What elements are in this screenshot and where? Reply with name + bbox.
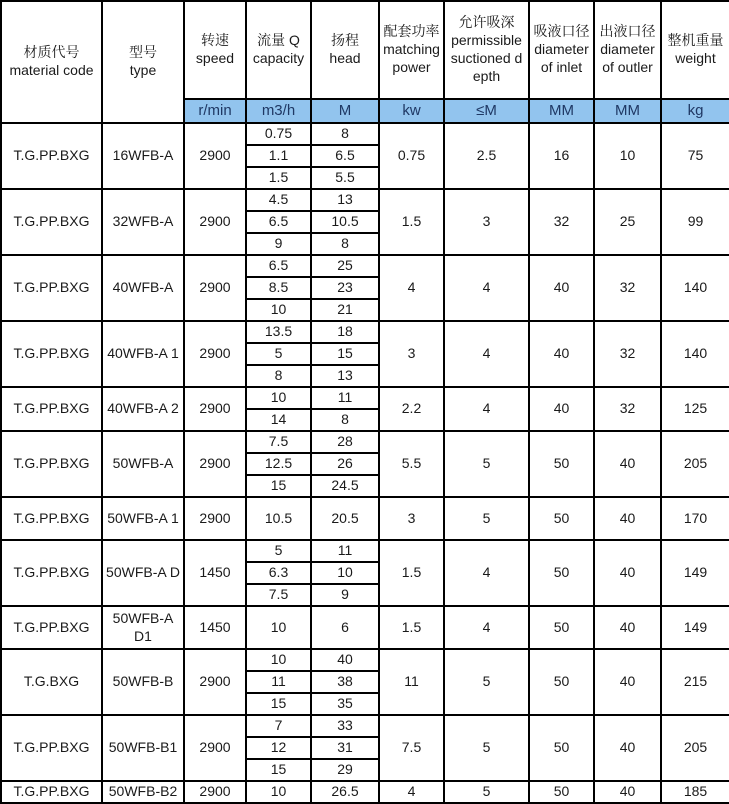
weight-cell: 125 bbox=[661, 387, 729, 431]
speed-cell: 1450 bbox=[184, 606, 246, 649]
capacity-cell: 5 bbox=[246, 343, 311, 365]
head-cell: 10 bbox=[311, 562, 379, 584]
head-cell: 13 bbox=[311, 365, 379, 387]
col-header-inlet-diameter-zh: 吸液口径 bbox=[533, 23, 590, 40]
type-cell: 50WFB-A D1 bbox=[102, 606, 184, 649]
col-header-suction-depth bbox=[444, 1, 529, 99]
col-header-speed-zh: 转速 bbox=[201, 32, 229, 49]
unit-cell-head: M bbox=[311, 99, 379, 123]
material-cell: T.G.PP.BXG bbox=[1, 321, 102, 387]
head-cell: 15 bbox=[311, 343, 379, 365]
unit-cell-matching-power: kw bbox=[379, 99, 444, 123]
head-cell: 35 bbox=[311, 693, 379, 715]
capacity-cell: 8.5 bbox=[246, 277, 311, 299]
depth-cell: 3 bbox=[444, 189, 529, 255]
inlet-cell: 50 bbox=[529, 431, 594, 497]
power-cell: 4 bbox=[379, 255, 444, 321]
col-header-type-zh: 型号 bbox=[129, 44, 157, 61]
outlet-cell: 10 bbox=[594, 123, 661, 189]
table-row bbox=[1, 387, 729, 409]
table-row bbox=[1, 715, 729, 737]
depth-cell: 4 bbox=[444, 255, 529, 321]
unit-cell-outlet-diameter: MM bbox=[594, 99, 661, 123]
type-cell: 40WFB-A 1 bbox=[102, 321, 184, 387]
capacity-cell: 8 bbox=[246, 365, 311, 387]
depth-cell: 4 bbox=[444, 387, 529, 431]
outlet-cell: 32 bbox=[594, 321, 661, 387]
speed-cell: 2900 bbox=[184, 321, 246, 387]
weight-cell: 149 bbox=[661, 606, 729, 649]
type-cell: 50WFB-A 1 bbox=[102, 497, 184, 540]
head-cell: 20.5 bbox=[311, 497, 379, 540]
col-header-matching-power bbox=[379, 1, 444, 99]
depth-cell: 4 bbox=[444, 321, 529, 387]
outlet-cell: 40 bbox=[594, 540, 661, 606]
capacity-cell: 7.5 bbox=[246, 431, 311, 453]
table-row bbox=[1, 123, 729, 145]
capacity-cell: 9 bbox=[246, 233, 311, 255]
weight-cell: 99 bbox=[661, 189, 729, 255]
depth-cell: 5 bbox=[444, 497, 529, 540]
outlet-cell: 40 bbox=[594, 781, 661, 803]
capacity-cell: 10 bbox=[246, 781, 311, 803]
head-cell: 5.5 bbox=[311, 167, 379, 189]
table-row bbox=[1, 649, 729, 671]
weight-cell: 205 bbox=[661, 715, 729, 781]
capacity-cell: 15 bbox=[246, 693, 311, 715]
weight-cell: 140 bbox=[661, 255, 729, 321]
depth-cell: 5 bbox=[444, 715, 529, 781]
header-row bbox=[1, 1, 729, 99]
material-cell: T.G.PP.BXG bbox=[1, 255, 102, 321]
inlet-cell: 40 bbox=[529, 321, 594, 387]
outlet-cell: 40 bbox=[594, 606, 661, 649]
head-cell: 8 bbox=[311, 409, 379, 431]
weight-cell: 140 bbox=[661, 321, 729, 387]
type-cell: 50WFB-B bbox=[102, 649, 184, 715]
material-cell: T.G.BXG bbox=[1, 649, 102, 715]
speed-cell: 2900 bbox=[184, 781, 246, 803]
head-cell: 18 bbox=[311, 321, 379, 343]
capacity-cell: 15 bbox=[246, 475, 311, 497]
col-header-head-en: head bbox=[329, 50, 361, 66]
head-cell: 8 bbox=[311, 233, 379, 255]
outlet-cell: 40 bbox=[594, 715, 661, 781]
capacity-cell: 10.5 bbox=[246, 497, 311, 540]
table-row bbox=[1, 606, 729, 649]
material-cell: T.G.PP.BXG bbox=[1, 189, 102, 255]
table-row bbox=[1, 781, 729, 803]
capacity-cell: 10 bbox=[246, 387, 311, 409]
depth-cell: 5 bbox=[444, 781, 529, 803]
speed-cell: 1450 bbox=[184, 540, 246, 606]
head-cell: 13 bbox=[311, 189, 379, 211]
col-header-weight bbox=[661, 1, 729, 99]
type-cell: 40WFB-A bbox=[102, 255, 184, 321]
material-cell: T.G.PP.BXG bbox=[1, 497, 102, 540]
table-row bbox=[1, 540, 729, 562]
unit-cell-suction-depth: ≤M bbox=[444, 99, 529, 123]
head-cell: 6.5 bbox=[311, 145, 379, 167]
material-cell: T.G.PP.BXG bbox=[1, 781, 102, 803]
weight-cell: 75 bbox=[661, 123, 729, 189]
inlet-cell: 50 bbox=[529, 649, 594, 715]
col-header-weight-zh: 整机重量 bbox=[667, 32, 724, 49]
col-header-outlet-diameter-en: diameter of outler bbox=[600, 41, 655, 75]
col-header-weight-en: weight bbox=[675, 50, 716, 66]
capacity-cell: 10 bbox=[246, 649, 311, 671]
outlet-cell: 32 bbox=[594, 387, 661, 431]
head-cell: 28 bbox=[311, 431, 379, 453]
capacity-cell: 15 bbox=[246, 759, 311, 781]
col-header-material-code bbox=[1, 1, 102, 123]
col-header-outlet-diameter-zh: 出液口径 bbox=[599, 23, 656, 40]
capacity-cell: 10 bbox=[246, 606, 311, 649]
outlet-cell: 32 bbox=[594, 255, 661, 321]
inlet-cell: 50 bbox=[529, 606, 594, 649]
power-cell: 3 bbox=[379, 321, 444, 387]
col-header-type bbox=[102, 1, 184, 123]
type-cell: 50WFB-B1 bbox=[102, 715, 184, 781]
head-cell: 31 bbox=[311, 737, 379, 759]
head-cell: 38 bbox=[311, 671, 379, 693]
inlet-cell: 16 bbox=[529, 123, 594, 189]
outlet-cell: 40 bbox=[594, 649, 661, 715]
unit-cell-capacity: m3/h bbox=[246, 99, 311, 123]
capacity-cell: 7.5 bbox=[246, 584, 311, 606]
inlet-cell: 40 bbox=[529, 387, 594, 431]
inlet-cell: 32 bbox=[529, 189, 594, 255]
inlet-cell: 40 bbox=[529, 255, 594, 321]
table-row bbox=[1, 431, 729, 453]
table-body bbox=[1, 123, 729, 803]
col-header-capacity-zh: 流量 Q bbox=[257, 32, 300, 49]
material-cell: T.G.PP.BXG bbox=[1, 387, 102, 431]
capacity-cell: 7 bbox=[246, 715, 311, 737]
capacity-cell: 1.5 bbox=[246, 167, 311, 189]
col-header-material-code-en: material code bbox=[9, 62, 94, 78]
head-cell: 40 bbox=[311, 649, 379, 671]
capacity-cell: 6.3 bbox=[246, 562, 311, 584]
type-cell: 50WFB-A bbox=[102, 431, 184, 497]
speed-cell: 2900 bbox=[184, 431, 246, 497]
table-row bbox=[1, 321, 729, 343]
col-header-matching-power-zh: 配套功率 bbox=[383, 23, 440, 40]
capacity-cell: 5 bbox=[246, 540, 311, 562]
capacity-cell: 13.5 bbox=[246, 321, 311, 343]
inlet-cell: 50 bbox=[529, 781, 594, 803]
power-cell: 5.5 bbox=[379, 431, 444, 497]
depth-cell: 5 bbox=[444, 431, 529, 497]
speed-cell: 2900 bbox=[184, 255, 246, 321]
speed-cell: 2900 bbox=[184, 189, 246, 255]
head-cell: 25 bbox=[311, 255, 379, 277]
material-cell: T.G.PP.BXG bbox=[1, 606, 102, 649]
depth-cell: 5 bbox=[444, 649, 529, 715]
head-cell: 10.5 bbox=[311, 211, 379, 233]
weight-cell: 205 bbox=[661, 431, 729, 497]
power-cell: 3 bbox=[379, 497, 444, 540]
power-cell: 4 bbox=[379, 781, 444, 803]
head-cell: 11 bbox=[311, 540, 379, 562]
col-header-inlet-diameter bbox=[529, 1, 594, 99]
weight-cell: 170 bbox=[661, 497, 729, 540]
col-header-material-code-zh: 材质代号 bbox=[23, 44, 80, 61]
inlet-cell: 50 bbox=[529, 540, 594, 606]
depth-cell: 2.5 bbox=[444, 123, 529, 189]
capacity-cell: 4.5 bbox=[246, 189, 311, 211]
outlet-cell: 40 bbox=[594, 497, 661, 540]
type-cell: 50WFB-A D bbox=[102, 540, 184, 606]
head-cell: 21 bbox=[311, 299, 379, 321]
col-header-speed bbox=[184, 1, 246, 99]
capacity-cell: 12 bbox=[246, 737, 311, 759]
capacity-cell: 0.75 bbox=[246, 123, 311, 145]
head-cell: 26 bbox=[311, 453, 379, 475]
col-header-head-zh: 扬程 bbox=[331, 32, 359, 49]
col-header-inlet-diameter-en: diameter of inlet bbox=[534, 41, 589, 75]
col-header-suction-depth-en: permissible suctioned depth bbox=[450, 32, 523, 84]
head-cell: 6 bbox=[311, 606, 379, 649]
weight-cell: 149 bbox=[661, 540, 729, 606]
capacity-cell: 14 bbox=[246, 409, 311, 431]
col-header-outlet-diameter bbox=[594, 1, 661, 99]
power-cell: 0.75 bbox=[379, 123, 444, 189]
head-cell: 24.5 bbox=[311, 475, 379, 497]
head-cell: 23 bbox=[311, 277, 379, 299]
type-cell: 16WFB-A bbox=[102, 123, 184, 189]
inlet-cell: 50 bbox=[529, 497, 594, 540]
head-cell: 8 bbox=[311, 123, 379, 145]
depth-cell: 4 bbox=[444, 540, 529, 606]
capacity-cell: 12.5 bbox=[246, 453, 311, 475]
weight-cell: 185 bbox=[661, 781, 729, 803]
weight-cell: 215 bbox=[661, 649, 729, 715]
head-cell: 9 bbox=[311, 584, 379, 606]
col-header-head bbox=[311, 1, 379, 99]
table-row bbox=[1, 255, 729, 277]
col-header-capacity bbox=[246, 1, 311, 99]
speed-cell: 2900 bbox=[184, 497, 246, 540]
unit-cell-speed: r/min bbox=[184, 99, 246, 123]
power-cell: 7.5 bbox=[379, 715, 444, 781]
capacity-cell: 1.1 bbox=[246, 145, 311, 167]
unit-cell-inlet-diameter: MM bbox=[529, 99, 594, 123]
power-cell: 1.5 bbox=[379, 606, 444, 649]
speed-cell: 2900 bbox=[184, 387, 246, 431]
col-header-matching-power-en: matching power bbox=[383, 41, 440, 75]
col-header-speed-en: speed bbox=[195, 50, 235, 66]
capacity-cell: 11 bbox=[246, 671, 311, 693]
material-cell: T.G.PP.BXG bbox=[1, 123, 102, 189]
unit-cell-weight: kg bbox=[661, 99, 729, 123]
head-cell: 29 bbox=[311, 759, 379, 781]
capacity-cell: 10 bbox=[246, 299, 311, 321]
power-cell: 2.2 bbox=[379, 387, 444, 431]
depth-cell: 4 bbox=[444, 606, 529, 649]
col-header-suction-depth-zh: 允许吸深 bbox=[458, 14, 515, 31]
speed-cell: 2900 bbox=[184, 649, 246, 715]
type-cell: 32WFB-A bbox=[102, 189, 184, 255]
head-cell: 26.5 bbox=[311, 781, 379, 803]
col-header-capacity-en: capacity bbox=[252, 50, 305, 66]
power-cell: 1.5 bbox=[379, 540, 444, 606]
head-cell: 11 bbox=[311, 387, 379, 409]
head-cell: 33 bbox=[311, 715, 379, 737]
inlet-cell: 50 bbox=[529, 715, 594, 781]
col-header-type-en: type bbox=[129, 62, 157, 78]
material-cell: T.G.PP.BXG bbox=[1, 540, 102, 606]
type-cell: 50WFB-B2 bbox=[102, 781, 184, 803]
material-cell: T.G.PP.BXG bbox=[1, 715, 102, 781]
power-cell: 1.5 bbox=[379, 189, 444, 255]
speed-cell: 2900 bbox=[184, 715, 246, 781]
speed-cell: 2900 bbox=[184, 123, 246, 189]
outlet-cell: 40 bbox=[594, 431, 661, 497]
capacity-cell: 6.5 bbox=[246, 211, 311, 233]
outlet-cell: 25 bbox=[594, 189, 661, 255]
capacity-cell: 6.5 bbox=[246, 255, 311, 277]
type-cell: 40WFB-A 2 bbox=[102, 387, 184, 431]
material-cell: T.G.PP.BXG bbox=[1, 431, 102, 497]
table-row bbox=[1, 189, 729, 211]
table-row bbox=[1, 497, 729, 540]
power-cell: 11 bbox=[379, 649, 444, 715]
